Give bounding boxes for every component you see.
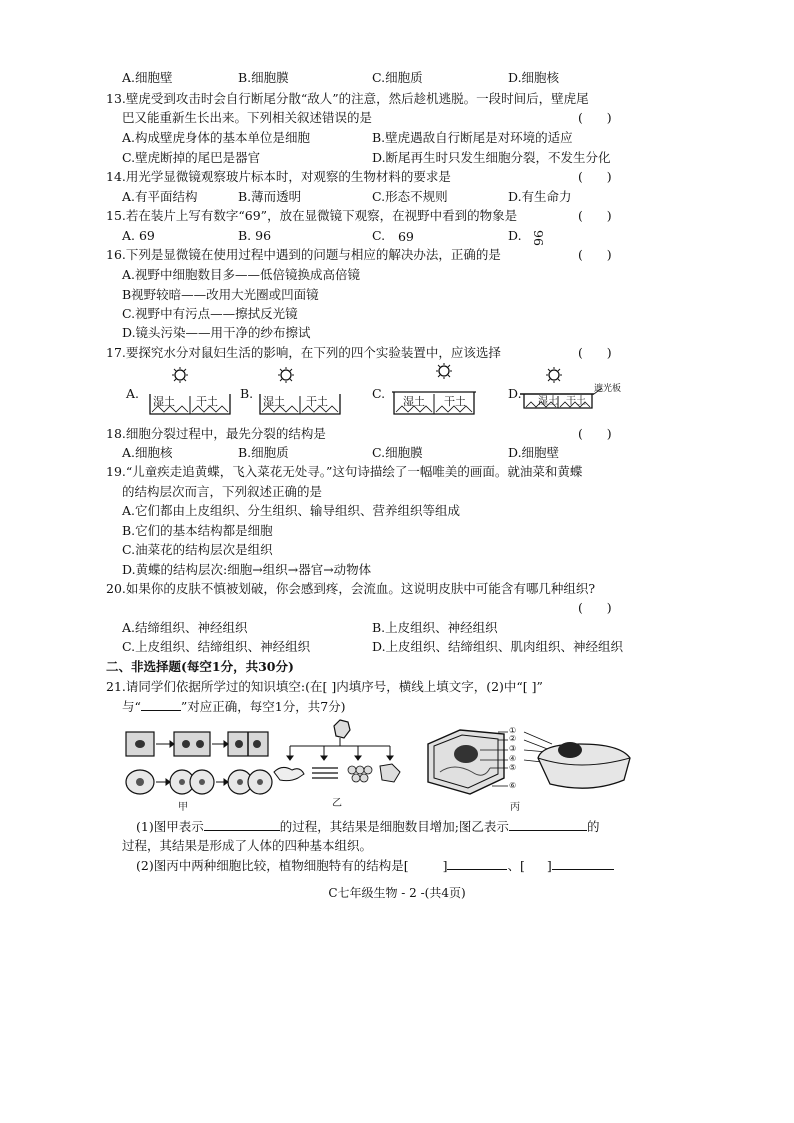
q18-option-a: A.细胞核 <box>122 445 173 460</box>
q17-d-dry-label: 干土 <box>566 396 586 407</box>
q21-sub1-blank-1[interactable] <box>204 818 280 831</box>
q21-sub2-part-c: 、[ <box>507 858 525 873</box>
q12-option-d: D.细胞核 <box>508 70 560 85</box>
q21-sub1-part-b: 的过程，其结果是细胞数目增加;图乙表示 <box>279 819 509 834</box>
figure-bing-label: 丙 <box>510 802 520 813</box>
q17-c-wet-label: 湿土 <box>403 395 425 408</box>
q18-option-b: B.细胞质 <box>238 445 289 460</box>
q17-label-a: A. <box>126 386 140 401</box>
cell-label-6: ⑥ <box>509 781 517 790</box>
q21-sub1-blank-2[interactable] <box>509 818 587 831</box>
q21-stem-line2-start: 与“ <box>122 699 141 714</box>
q16-option-c: C.视野中有污点——擦拭反光镜 <box>122 306 298 321</box>
figure-yi-tissue-formation <box>268 716 408 800</box>
figure-jia-label: 甲 <box>178 802 188 813</box>
q13-option-a: A.构成壁虎身体的基本单位是细胞 <box>122 130 311 145</box>
cell-label-1: ① <box>509 726 517 735</box>
q17-label-d: D. <box>508 386 522 401</box>
q13-option-c: C.壁虎断掉的尾巴是器官 <box>122 150 261 165</box>
q16-answer-paren: ( ) <box>578 247 612 262</box>
q14-option-d: D.有生命力 <box>508 189 572 204</box>
q19-option-a: A.它们都由上皮组织、分生组织、输导组织、营养组织等组成 <box>122 503 461 518</box>
q21-sub2-blank-1[interactable] <box>447 857 507 870</box>
q17-a-wet-label: 湿土 <box>153 395 175 408</box>
q20-answer-paren: ( ) <box>578 600 612 615</box>
q18-option-d: D.细胞壁 <box>508 445 560 460</box>
q16-option-a: A.视野中细胞数目多——低倍镜换成高倍镜 <box>122 267 361 282</box>
figure-jia-cell-division <box>124 726 276 804</box>
q15-option-a: A. 69 <box>122 228 155 243</box>
q20-stem: 20.如果你的皮肤不慎被划破，你会感到疼，会流血。这说明皮肤中可能含有哪几种组织? <box>106 581 596 596</box>
q17-d-wet-label: 湿土 <box>538 396 558 407</box>
q16-option-b: B视野较暗——改用大光圈或凹面镜 <box>122 287 319 302</box>
q15-option-d-glyph: 96 <box>530 230 546 246</box>
q14-answer-paren: ( ) <box>578 169 612 184</box>
q17-stem: 17.要探究水分对鼠妇生活的影响，在下列的四个实验装置中，应该选择 <box>106 345 501 360</box>
q21-sub2-line <box>136 857 614 874</box>
q21-sub2-blank-2[interactable] <box>552 857 614 870</box>
q17-b-wet-label: 湿土 <box>263 395 285 408</box>
q21-sub1-line1 <box>136 818 599 835</box>
q20-option-b: B.上皮组织、神经组织 <box>372 620 498 635</box>
q19-option-d: D.黄蝶的结构层次:细胞→组织→器官→动物体 <box>122 562 372 577</box>
cell-label-3: ③ <box>509 744 517 753</box>
cell-label-4: ④ <box>509 754 517 763</box>
q21-sub2-part-a: (2)图丙中两种细胞比较，植物细胞特有的结构是[ <box>136 858 409 873</box>
q18-answer-paren: ( ) <box>578 426 612 441</box>
q21-stem-blank <box>141 698 181 711</box>
q17-label-b: B. <box>240 386 254 401</box>
section-heading: 二、非选择题(每空1分，共30分) <box>106 659 294 674</box>
q17-apparatus-b <box>250 366 350 418</box>
q19-option-b: B.它们的基本结构都是细胞 <box>122 523 273 538</box>
q21-sub1-part-a: (1)图甲表示 <box>136 819 204 834</box>
q16-option-d: D.镜头污染——用干净的纱布擦试 <box>122 325 311 340</box>
q14-option-a: A.有平面结构 <box>122 189 198 204</box>
q17-answer-paren: ( ) <box>578 345 612 360</box>
q13-stem-line1: 13.壁虎受到攻击时会自行断尾分散“敌人”的注意，然后趁机逃脱。一段时间后，壁虎尾 <box>106 91 589 106</box>
q17-c-dry-label: 干土 <box>444 395 466 408</box>
q14-option-c: C.形态不规则 <box>372 189 448 204</box>
q12-option-c: C.细胞质 <box>372 70 423 85</box>
q13-option-d: D.断尾再生时只发生细胞分裂，不发生分化 <box>372 150 611 165</box>
q15-option-b: B. 96 <box>238 228 272 243</box>
figure-bing-cell-comparison <box>420 722 640 798</box>
q15-answer-paren: ( ) <box>578 208 612 223</box>
figure-yi-label: 乙 <box>332 798 342 809</box>
q18-option-c: C.细胞膜 <box>372 445 423 460</box>
q20-option-c: C.上皮组织、结缔组织、神经组织 <box>122 639 311 654</box>
q14-stem: 14.用光学显微镜观察玻片标本时，对观察的生物材料的要求是 <box>106 169 451 184</box>
q20-option-d: D.上皮组织、结缔组织、肌肉组织、神经组织 <box>372 639 624 654</box>
q15-option-c-glyph: 69 <box>398 229 414 244</box>
q21-sub2-part-d: ] <box>546 858 552 873</box>
q21-stem-line2-end: ”对应正确，每空1分，共7分) <box>180 699 346 714</box>
q12-option-b: B.细胞膜 <box>238 70 289 85</box>
q17-b-dry-label: 干土 <box>306 395 328 408</box>
q16-stem: 16.下列是显微镜在使用过程中遇到的问题与相应的解决办法，正确的是 <box>106 247 501 262</box>
q21-sub2-part-b: ] <box>442 858 448 873</box>
q17-label-c: C. <box>372 386 386 401</box>
q18-stem: 18.细胞分裂过程中，最先分裂的结构是 <box>106 426 326 441</box>
q15-stem: 15.若在装片上写有数字“69”，放在显微镜下观察，在视野中看到的物象是 <box>106 208 518 223</box>
q19-stem-line1: 19.“儿童疾走追黄蝶，飞入菜花无处寻。”这句诗描绘了一幅唯美的画面。就油菜和黄蝶 <box>106 464 583 479</box>
q21-stem-line1: 21.请同学们依据所学过的知识填空:(在[ ]内填序号，横线上填文字，(2)中“[ ]” <box>106 679 543 694</box>
q13-stem-line2: 巴又能重新生长出来。下列相关叙述错误的是 <box>122 110 373 125</box>
q19-stem-line2: 的结构层次而言，下列叙述正确的是 <box>122 484 323 499</box>
q12-option-a: A.细胞壁 <box>122 70 173 85</box>
q21-stem-line2 <box>122 698 346 715</box>
q13-option-b: B.壁虎遇敌自行断尾是对环境的适应 <box>372 130 573 145</box>
q14-option-b: B.薄而透明 <box>238 189 302 204</box>
q21-sub1-line2: 过程，其结果是形成了人体的四种基本组织。 <box>122 838 373 853</box>
q15-option-c: C. <box>372 228 386 243</box>
page-footer: C七年级生物 - 2 -(共4页) <box>328 886 466 900</box>
q19-option-c: C.油菜花的结构层次是组织 <box>122 542 273 557</box>
q21-sub1-part-c: 的 <box>586 819 600 834</box>
q17-apparatus-c <box>384 362 484 418</box>
q20-option-a: A.结缔组织、神经组织 <box>122 620 248 635</box>
cell-label-5: ⑤ <box>509 763 517 772</box>
q17-d-shade-label: 遮光板 <box>594 384 622 394</box>
q13-answer-paren: ( ) <box>578 110 612 125</box>
q17-a-dry-label: 干土 <box>196 395 218 408</box>
q15-option-d: D. <box>508 228 522 243</box>
cell-label-2: ② <box>509 734 517 743</box>
q17-apparatus-a <box>140 366 240 418</box>
